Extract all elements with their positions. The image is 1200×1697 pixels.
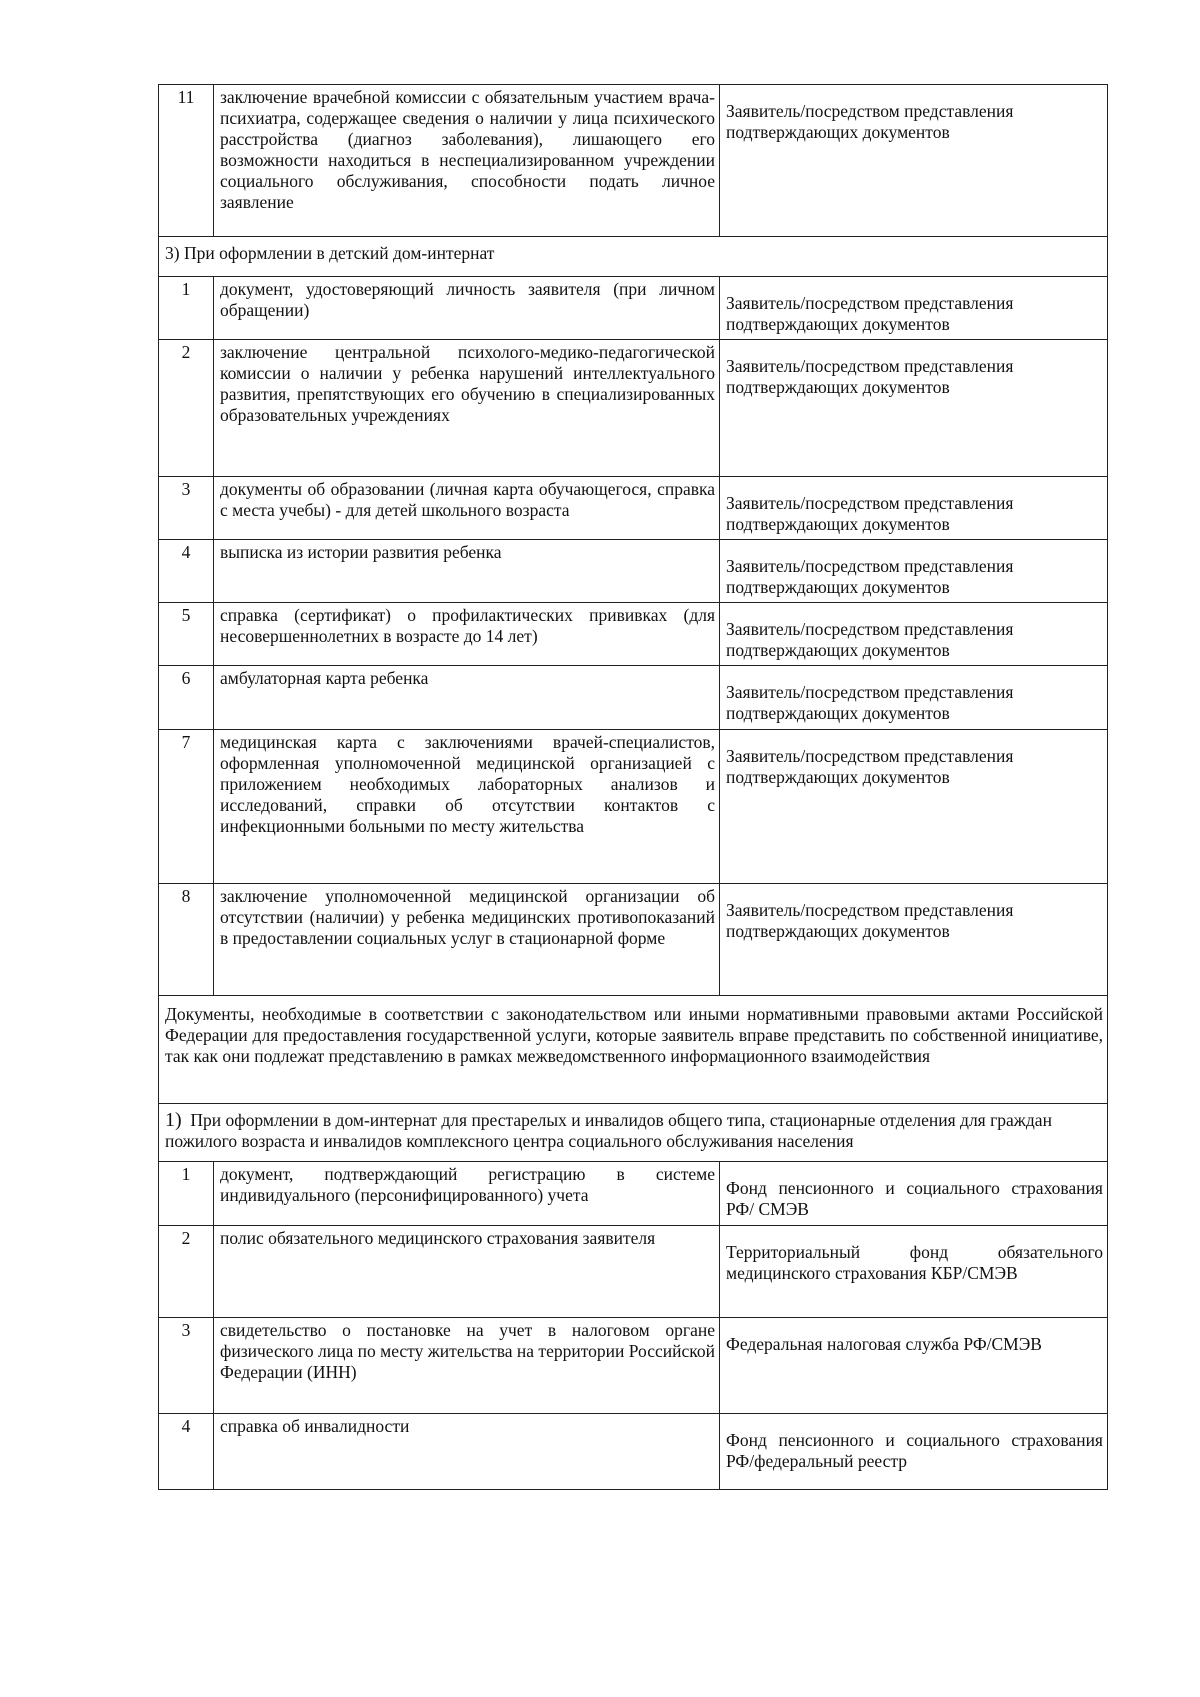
- document-description: амбулаторная карта ребенка: [214, 666, 720, 730]
- section-1-number: 1): [165, 1109, 182, 1131]
- row-number: 2: [159, 1226, 214, 1318]
- document-source: Фонд пенсионного и социального страхования РФ/федеральный реестр: [720, 1414, 1108, 1490]
- documents-table: [158, 84, 1108, 1490]
- section-header-row: [159, 237, 1108, 277]
- document-description: справка (сертификат) о профилактических прививках (для несовершеннолетних в возрасте до 14 лет): [214, 603, 720, 666]
- table-row: [159, 666, 1108, 730]
- table-row: [159, 1162, 1108, 1226]
- table-row: [159, 277, 1108, 340]
- row-number: 3: [159, 1318, 214, 1414]
- section-1-title: [159, 1104, 1108, 1162]
- document-source: Заявитель/посредством представления подтверждающих документов: [720, 85, 1108, 237]
- table-row: [159, 85, 1108, 237]
- document-description: документ, подтверждающий регистрацию в системе индивидуального (персонифицированного) учета: [214, 1162, 720, 1226]
- row-number: 11: [159, 85, 214, 237]
- document-source: Заявитель/посредством представления подтверждающих документов: [720, 730, 1108, 884]
- row-number: 4: [159, 540, 214, 603]
- document-source: Федеральная налоговая служба РФ/СМЭВ: [720, 1318, 1108, 1414]
- row-number: 2: [159, 340, 214, 477]
- row-number: 7: [159, 730, 214, 884]
- document-source: Заявитель/посредством представления подтверждающих документов: [720, 340, 1108, 477]
- document-source: Заявитель/посредством представления подтверждающих документов: [720, 277, 1108, 340]
- document-source: Заявитель/посредством представления подтверждающих документов: [720, 540, 1108, 603]
- row-number: 6: [159, 666, 214, 730]
- row-number: 3: [159, 477, 214, 540]
- table-row: [159, 477, 1108, 540]
- document-description: медицинская карта с заключениями врачей-специалистов, оформленная уполномоченной медицинской организацией с приложением необходимых лабораторных анализов и исследований, справки об отсутствии контактов с инфекционными больными по месту жительства: [214, 730, 720, 884]
- document-source: Заявитель/посредством представления подтверждающих документов: [720, 666, 1108, 730]
- section-header-row: [159, 1104, 1108, 1162]
- notice-row: [159, 996, 1108, 1104]
- table-row: [159, 603, 1108, 666]
- table-row: [159, 540, 1108, 603]
- document-source: Заявитель/посредством представления подтверждающих документов: [720, 884, 1108, 996]
- document-description: выписка из истории развития ребенка: [214, 540, 720, 603]
- table-row: [159, 730, 1108, 884]
- table-row: [159, 1226, 1108, 1318]
- document-source: Территориальный фонд обязательного медицинского страхования КБР/СМЭВ: [720, 1226, 1108, 1318]
- document-description: заключение врачебной комиссии с обязательным участием врача-психиатра, содержащее сведения о наличии у лица психического расстройства (диагноз заболевания), лишающего его возможности находиться в неспециализированном учреждении социального обслуживания, способности подать личное заявление: [214, 85, 720, 237]
- section-1-text: При оформлении в дом-интернат для престарелых и инвалидов общего типа, стационарные отделения для граждан пожилого возраста и инвалидов комплексного центра социального обслуживания населения: [165, 1110, 1052, 1151]
- document-description: заключение центральной психолого-медико-педагогической комиссии о наличии у ребенка нарушений интеллектуального развития, препятствующих его обучению в специализированных образовательных учреждениях: [214, 340, 720, 477]
- row-number: 4: [159, 1414, 214, 1490]
- row-number: 1: [159, 1162, 214, 1226]
- table-row: [159, 1318, 1108, 1414]
- document-source: Фонд пенсионного и социального страхования РФ/ СМЭВ: [720, 1162, 1108, 1226]
- row-number: 1: [159, 277, 214, 340]
- section-3-title: 3) При оформлении в детский дом-интернат: [159, 237, 1108, 277]
- table-row: [159, 340, 1108, 477]
- document-description: документ, удостоверяющий личность заявителя (при личном обращении): [214, 277, 720, 340]
- row-number: 5: [159, 603, 214, 666]
- row-number: 8: [159, 884, 214, 996]
- document-description: полис обязательного медицинского страхования заявителя: [214, 1226, 720, 1318]
- document-page: [158, 84, 1108, 1490]
- table-row: [159, 1414, 1108, 1490]
- document-source: Заявитель/посредством представления подтверждающих документов: [720, 603, 1108, 666]
- document-description: свидетельство о постановке на учет в налоговом органе физического лица по месту жительства на территории Российской Федерации (ИНН): [214, 1318, 720, 1414]
- document-description: заключение уполномоченной медицинской организации об отсутствии (наличии) у ребенка медицинских противопоказаний в предоставлении социальных услуг в стационарной форме: [214, 884, 720, 996]
- document-description: документы об образовании (личная карта обучающегося, справка с места учебы) - для детей школьного возраста: [214, 477, 720, 540]
- document-source: Заявитель/посредством представления подтверждающих документов: [720, 477, 1108, 540]
- table-row: [159, 884, 1108, 996]
- document-description: справка об инвалидности: [214, 1414, 720, 1490]
- interagency-notice: Документы, необходимые в соответствии с законодательством или иными нормативными правовыми актами Российской Федерации для предоставления государственной услуги, которые заявитель вправе представить по собственной инициативе, так как они подлежат представлению в рамках межведомственного информационного взаимодействия: [159, 996, 1108, 1104]
